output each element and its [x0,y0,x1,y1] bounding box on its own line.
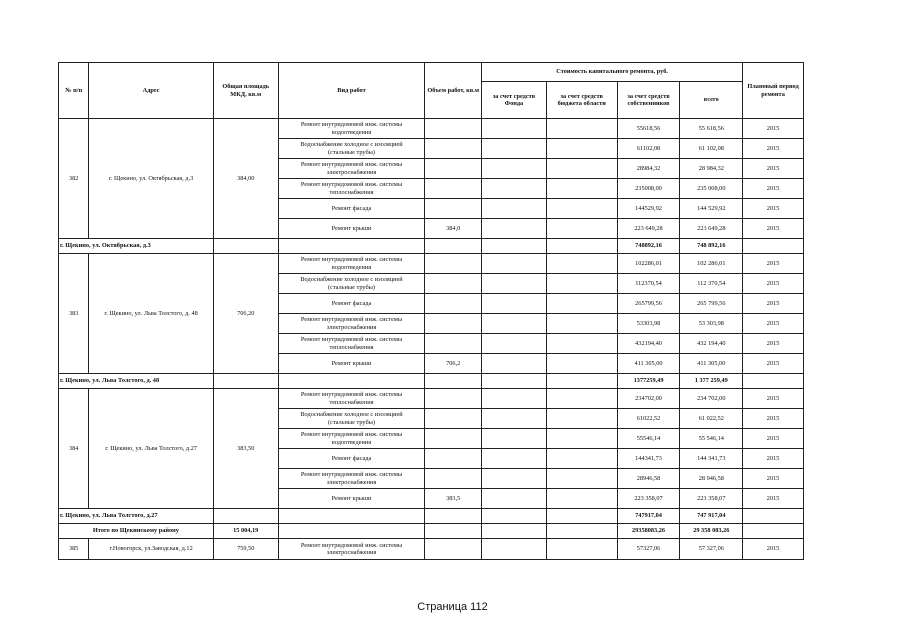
period-cell [743,239,804,254]
owners-cost-cell: 432194,40 [617,334,680,354]
header-num: № п/п [59,63,89,119]
fund-cell [482,179,547,199]
period-cell: 2015 [743,294,804,314]
budget-cell [546,409,617,429]
total-cost-cell: 55 618,56 [680,119,743,139]
area-cell: 706,20 [213,254,278,374]
fund-cell [482,429,547,449]
owners-cost-cell: 102286,01 [617,254,680,274]
period-cell: 2015 [743,409,804,429]
header-cost-group: Стоимость капитального ремонта, руб. [482,63,743,82]
volume-cell [425,469,482,489]
total-cost-cell: 53 303,98 [680,314,743,334]
period-cell [743,509,804,524]
table-row [59,254,804,274]
total-cost-cell: 234 702,00 [680,389,743,409]
table-row [59,389,804,409]
period-cell: 2015 [743,219,804,239]
budget-cell [546,314,617,334]
subtotal-row [59,374,804,389]
district-total-label: Итого по Щекинскому району [59,524,214,539]
fund-cell [482,239,547,254]
fund-cell [482,469,547,489]
row-number-cell: 385 [59,539,89,560]
total-cost-cell: 432 194,40 [680,334,743,354]
budget-cell [546,294,617,314]
work-type-cell [278,409,425,429]
volume-cell [425,449,482,469]
work-type-text: Ремонт внутридомовой инж. системы электроснабжения [300,161,403,176]
period-cell: 2015 [743,334,804,354]
period-cell: 2015 [743,199,804,219]
capital-repair-table [58,62,804,560]
budget-cell [546,274,617,294]
address-cell: г. Щекино, ул. Льва Толстого, д.27 [89,389,213,509]
work-type-cell [278,179,425,199]
volume-cell [425,294,482,314]
district-total-total: 29 358 083,26 [680,524,743,539]
address-cell: г.Новогорск, ул.Заводская, д.12 [89,539,213,560]
area-cell: 384,00 [213,119,278,239]
period-cell: 2015 [743,429,804,449]
total-cost-cell: 144 529,92 [680,199,743,219]
budget-cell [546,469,617,489]
work-type-cell [278,314,425,334]
fund-cell [482,524,547,539]
fund-cell [482,159,547,179]
budget-cell [546,179,617,199]
district-total-row [59,524,804,539]
table-body [59,63,804,560]
volume-cell [425,334,482,354]
work-type-text: Ремонт крыши [331,359,372,367]
work-type-text: Ремонт фасада [331,299,372,307]
work-type-text: Ремонт внутридомовой инж. системы электроснабжения [300,471,403,486]
fund-cell [482,139,547,159]
work-type-cell [278,159,425,179]
owners-cost-cell: 223 358,07 [617,489,680,509]
volume-cell: 383,5 [425,489,482,509]
period-cell: 2015 [743,274,804,294]
work-type-cell [278,489,425,509]
period-cell: 2015 [743,159,804,179]
work-type-cell [278,524,425,539]
budget-cell [546,119,617,139]
period-cell: 2015 [743,389,804,409]
owners-cost-cell: 144341,73 [617,449,680,469]
owners-cost-cell: 223 649,28 [617,219,680,239]
period-cell: 2015 [743,254,804,274]
budget-cell [546,429,617,449]
work-type-cell [278,139,425,159]
work-type-text: Ремонт внутридомовой инж. системы теплоснабжения [300,336,403,351]
volume-cell [425,139,482,159]
total-cost-cell: 28 984,32 [680,159,743,179]
volume-cell [425,239,482,254]
budget-cell [546,374,617,389]
subtotal-row [59,509,804,524]
total-cost-cell: 411 305,00 [680,354,743,374]
owners-cost-cell: 55546,14 [617,429,680,449]
subtotal-row [59,239,804,254]
work-type-cell [278,199,425,219]
work-type-cell [278,119,425,139]
period-cell [743,374,804,389]
owners-cost-cell: 55618,56 [617,119,680,139]
owners-cost-cell: 265799,56 [617,294,680,314]
fund-cell [482,314,547,334]
fund-cell [482,334,547,354]
owners-cost-cell: 144529,92 [617,199,680,219]
owners-cost-cell: 61022,52 [617,409,680,429]
total-cost-cell: 223 358,07 [680,489,743,509]
volume-cell [425,389,482,409]
fund-cell [482,449,547,469]
subtotal-owners: 748892,16 [617,239,680,254]
budget-cell [546,389,617,409]
period-cell: 2015 [743,539,804,560]
work-type-text: Ремонт внутридомовой инж. системы электроснабжения [300,316,403,331]
owners-cost-cell: 28984,32 [617,159,680,179]
period-cell [743,524,804,539]
work-type-cell [278,274,425,294]
fund-cell [482,509,547,524]
subtotal-label: г. Щекино, ул. Октябрьская, д.3 [59,239,214,254]
header-period: Плановый период ремонта [743,63,804,119]
owners-cost-cell: 57327,06 [617,539,680,560]
budget-cell [546,199,617,219]
volume-cell [425,254,482,274]
work-type-text: Водоснабжение холодное с изоляцией (стальные трубы) [300,141,403,156]
work-type-cell [278,239,425,254]
budget-cell [546,524,617,539]
work-type-text: Ремонт фасада [331,204,372,212]
owners-cost-cell: 112370,54 [617,274,680,294]
fund-cell [482,119,547,139]
total-cost-cell: 235 008,00 [680,179,743,199]
period-cell: 2015 [743,469,804,489]
owners-cost-cell: 61102,08 [617,139,680,159]
subtotal-total: 748 892,16 [680,239,743,254]
header-address: Адрес [89,63,213,119]
document-sheet [58,62,806,560]
work-type-cell [278,539,425,560]
header-fund: за счет средств Фонда [482,82,547,119]
header-area: Общая площадь МКД, кв.м [213,63,278,119]
fund-cell [482,409,547,429]
work-type-cell [278,389,425,409]
work-type-text: Ремонт внутридомовой инж. системы теплоснабжения [300,181,403,196]
total-cost-cell: 57 327,06 [680,539,743,560]
work-type-text: Ремонт внутридомовой инж. системы водоотведения [300,256,403,271]
period-cell: 2015 [743,179,804,199]
district-total-area: 15 004,19 [213,524,278,539]
fund-cell [482,354,547,374]
owners-cost-cell: 235008,00 [617,179,680,199]
volume-cell [425,374,482,389]
owners-cost-cell: 28946,58 [617,469,680,489]
budget-cell [546,219,617,239]
header-work: Вид работ [278,63,425,119]
work-type-cell [278,429,425,449]
work-type-cell [278,449,425,469]
area-cell: 383,50 [213,389,278,509]
area-cell [213,374,278,389]
work-type-text: Водоснабжение холодное с изоляцией (стальные трубы) [300,276,403,291]
work-type-cell [278,294,425,314]
fund-cell [482,199,547,219]
work-type-text: Ремонт внутридомовой инж. системы электроснабжения [300,541,403,556]
volume-cell [425,409,482,429]
volume-cell [425,274,482,294]
budget-cell [546,509,617,524]
area-cell [213,509,278,524]
subtotal-total: 1 377 259,49 [680,374,743,389]
work-type-cell [278,469,425,489]
row-number-cell: 382 [59,119,89,239]
period-cell: 2015 [743,449,804,469]
fund-cell [482,489,547,509]
total-cost-cell: 28 946,58 [680,469,743,489]
total-cost-cell: 102 286,01 [680,254,743,274]
address-cell: г. Щекино, ул. Льва Толстого, д. 48 [89,254,213,374]
volume-cell [425,199,482,219]
fund-cell [482,389,547,409]
fund-cell [482,219,547,239]
total-cost-cell: 265 799,56 [680,294,743,314]
budget-cell [546,334,617,354]
volume-cell [425,509,482,524]
header-budget: за счет средств бюджета области [546,82,617,119]
work-type-text: Ремонт крыши [331,494,372,502]
area-cell [213,239,278,254]
fund-cell [482,374,547,389]
work-type-text: Ремонт внутридомовой инж. системы водоотведения [300,121,403,136]
row-number-cell: 384 [59,389,89,509]
volume-cell: 384,0 [425,219,482,239]
work-type-cell [278,354,425,374]
period-cell: 2015 [743,314,804,334]
total-cost-cell: 61 102,08 [680,139,743,159]
subtotal-label: г. Щекино, ул. Льва Толстого, д.27 [59,509,214,524]
area-cell: 759,50 [213,539,278,560]
table-row [59,539,804,560]
subtotal-owners: 1377259,49 [617,374,680,389]
fund-cell [482,294,547,314]
volume-cell [425,429,482,449]
district-total-owners: 29358083,26 [617,524,680,539]
work-type-text: Ремонт фасада [331,454,372,462]
work-type-text: Водоснабжение холодное с изоляцией (стальные трубы) [300,411,403,426]
volume-cell [425,159,482,179]
budget-cell [546,139,617,159]
subtotal-total: 747 917,04 [680,509,743,524]
volume-cell [425,524,482,539]
budget-cell [546,489,617,509]
fund-cell [482,274,547,294]
budget-cell [546,539,617,560]
subtotal-label: г. Щекино, ул. Льва Толстого, д. 48 [59,374,214,389]
total-cost-cell: 144 341,73 [680,449,743,469]
period-cell: 2015 [743,489,804,509]
work-type-cell [278,219,425,239]
budget-cell [546,159,617,179]
total-cost-cell: 55 546,14 [680,429,743,449]
period-cell: 2015 [743,119,804,139]
work-type-text: Ремонт внутридомовой инж. системы теплоснабжения [300,391,403,406]
volume-cell [425,119,482,139]
page-number: Страница 112 [417,601,488,613]
header-owners: за счет средств собственников [617,82,680,119]
header-volume: Объем работ, кв.м [425,63,482,119]
work-type-text: Ремонт крыши [331,224,372,232]
period-cell: 2015 [743,354,804,374]
volume-cell [425,314,482,334]
budget-cell [546,254,617,274]
fund-cell [482,254,547,274]
total-cost-cell: 112 370,54 [680,274,743,294]
budget-cell [546,449,617,469]
owners-cost-cell: 411 305,00 [617,354,680,374]
table-row [59,119,804,139]
owners-cost-cell: 234702,00 [617,389,680,409]
work-type-text: Ремонт внутридомовой инж. системы водоотведения [300,431,403,446]
period-cell: 2015 [743,139,804,159]
work-type-cell [278,509,425,524]
volume-cell [425,179,482,199]
header-row-top [59,63,804,82]
total-cost-cell: 61 022,52 [680,409,743,429]
owners-cost-cell: 53303,98 [617,314,680,334]
fund-cell [482,539,547,560]
subtotal-owners: 747917,04 [617,509,680,524]
budget-cell [546,354,617,374]
total-cost-cell: 223 649,28 [680,219,743,239]
volume-cell [425,539,482,560]
volume-cell: 706,2 [425,354,482,374]
work-type-cell [278,254,425,274]
work-type-cell [278,334,425,354]
address-cell: г. Щекино, ул. Октябрьская, д.3 [89,119,213,239]
budget-cell [546,239,617,254]
header-total: всего [680,82,743,119]
row-number-cell: 383 [59,254,89,374]
work-type-cell [278,374,425,389]
